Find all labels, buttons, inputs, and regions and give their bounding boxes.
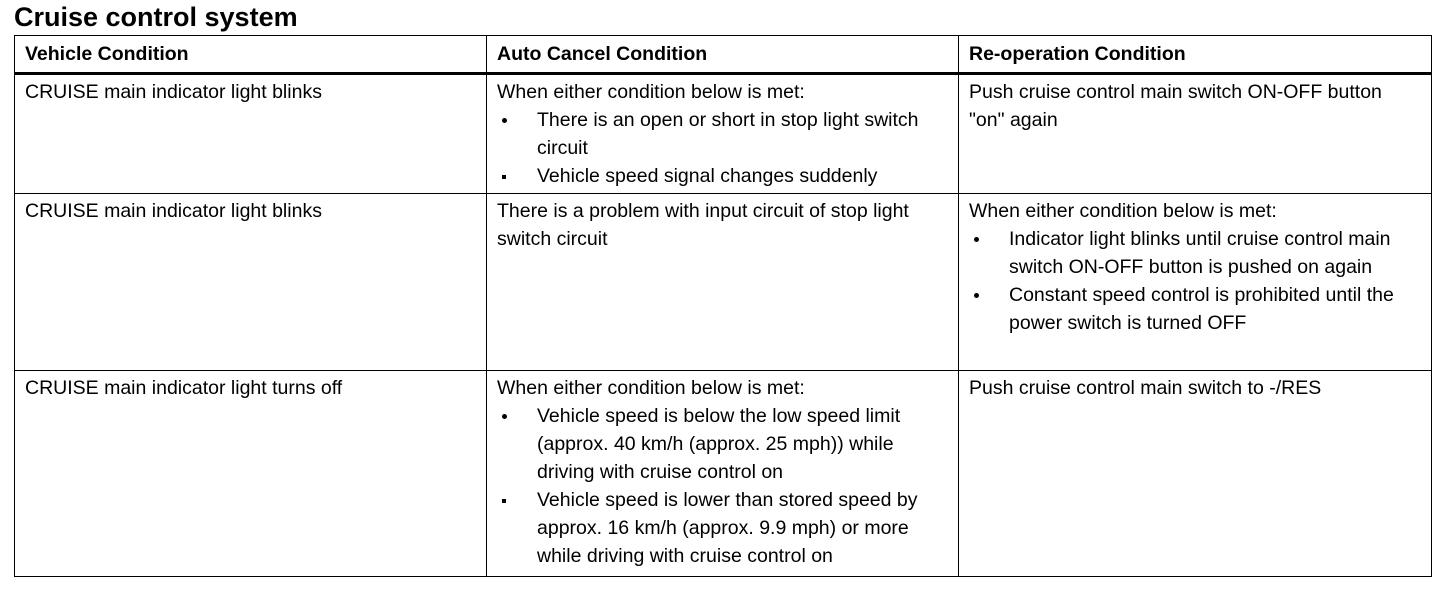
header-reoperation-condition: Re-operation Condition (959, 36, 1432, 74)
header-vehicle-condition: Vehicle Condition (15, 36, 487, 74)
table-row (15, 371, 1432, 577)
vehicle-condition-cell: CRUISE main indicator light blinks (15, 74, 487, 194)
vehicle-condition-cell: CRUISE main indicator light blinks (15, 194, 487, 371)
list-item (969, 225, 1421, 281)
list-item (497, 162, 948, 190)
condition-list (969, 225, 1421, 337)
table-header (15, 36, 1432, 74)
condition-list (497, 106, 948, 190)
condition-intro: When either condition below is met: (497, 377, 805, 399)
list-item (497, 486, 948, 570)
list-item-text: Vehicle speed signal changes suddenly (537, 165, 878, 187)
bullet-icon (497, 402, 511, 430)
table-row (15, 74, 1432, 194)
list-item-text: Vehicle speed is lower than stored speed by approx. 16 km/h (approx. 9.9 mph) or more while driving with cruise control on (537, 489, 918, 567)
list-item-text: Indicator light blinks until cruise control main switch ON-OFF button is pushed on again (1009, 228, 1391, 278)
list-item-text: Constant speed control is prohibited until the power switch is turned OFF (1009, 284, 1394, 334)
list-item-text: Vehicle speed is below the low speed limit (approx. 40 km/h (approx. 25 mph)) while driving with cruise control on (537, 405, 901, 483)
auto-cancel-cell (487, 371, 959, 577)
condition-intro: When either condition below is met: (497, 81, 805, 103)
bullet-icon (969, 225, 983, 253)
list-item (969, 281, 1421, 337)
reoperation-cell: Push cruise control main switch to -/RES (959, 371, 1432, 577)
list-item (497, 402, 948, 486)
condition-intro: When either condition below is met: (969, 200, 1277, 222)
reoperation-cell: Push cruise control main switch ON-OFF button "on" again (959, 74, 1432, 194)
bullet-icon (497, 106, 511, 134)
header-row (15, 36, 1432, 74)
bullet-icon (497, 162, 511, 190)
cruise-control-table (14, 35, 1432, 577)
auto-cancel-cell: There is a problem with input circuit of stop light switch circuit (487, 194, 959, 371)
bullet-icon (497, 486, 511, 514)
auto-cancel-cell (487, 74, 959, 194)
reoperation-cell (959, 194, 1432, 371)
header-auto-cancel-condition: Auto Cancel Condition (487, 36, 959, 74)
table-row (15, 194, 1432, 371)
table-body (15, 74, 1432, 577)
condition-list (497, 402, 948, 570)
page-title: Cruise control system (14, 2, 298, 32)
list-item-text: There is an open or short in stop light switch circuit (537, 109, 919, 159)
list-item (497, 106, 948, 162)
bullet-icon (969, 281, 983, 309)
vehicle-condition-cell: CRUISE main indicator light turns off (15, 371, 487, 577)
